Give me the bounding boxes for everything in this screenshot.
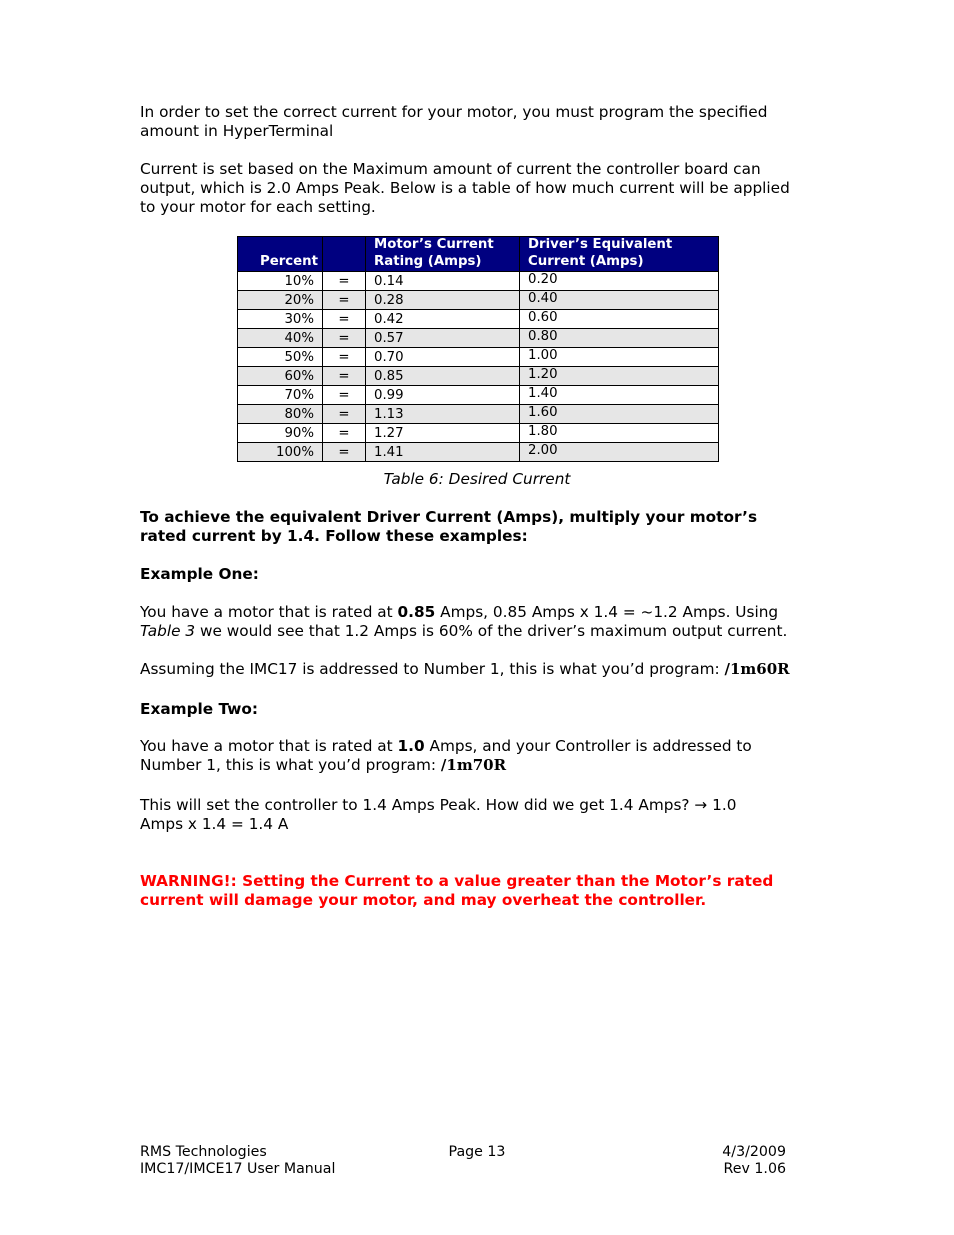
example-one-code: /1m60R [724, 660, 790, 678]
cell-driver-current: 2.00 [520, 443, 719, 462]
cell-eq: = [323, 291, 366, 310]
footer-manual: IMC17/IMCE17 User Manual [140, 1161, 336, 1177]
header-driver-current: Driver’s Equivalent Current (Amps) [520, 237, 719, 272]
cell-eq: = [323, 329, 366, 348]
cell-eq: = [323, 367, 366, 386]
cell-motor-current: 1.27 [366, 424, 520, 443]
cell-percent: 10% [238, 272, 323, 291]
cell-percent: 60% [238, 367, 323, 386]
cell-eq: = [323, 348, 366, 367]
footer-page-number: Page 13 [448, 1144, 506, 1160]
table-row [238, 329, 719, 348]
header-eq [323, 237, 366, 272]
footer-right [600, 1144, 786, 1178]
example-two-paragraph-1: You have a motor that is rated at 1.0 Amps, and your Controller is addressed to Number 1, this is what you’d program: /1m70R [140, 737, 752, 774]
cell-eq: = [323, 443, 366, 462]
current-table [237, 236, 719, 462]
cell-motor-current: 0.57 [366, 329, 520, 348]
cell-driver-current: 1.60 [520, 405, 719, 424]
table-row [238, 310, 719, 329]
header-percent: Percent [238, 237, 323, 272]
cell-driver-current: 0.60 [520, 310, 719, 329]
example-two-code: /1m70R [440, 756, 507, 774]
cell-motor-current: 0.99 [366, 386, 520, 405]
cell-motor-current: 0.28 [366, 291, 520, 310]
cell-percent: 80% [238, 405, 323, 424]
table-row [238, 272, 719, 291]
example-one-paragraph-2: Assuming the IMC17 is addressed to Number 1, this is what you’d program: /1m60R [140, 660, 790, 678]
cell-percent: 50% [238, 348, 323, 367]
cell-eq: = [323, 310, 366, 329]
table-row [238, 424, 719, 443]
arrow-right-icon: → [694, 796, 708, 814]
table-header-row [238, 237, 719, 272]
cell-eq: = [323, 386, 366, 405]
cell-eq: = [323, 424, 366, 443]
header-motor-current: Motor’s Current Rating (Amps) [366, 237, 520, 272]
intro-paragraph-1 [140, 103, 820, 141]
cell-driver-current: 0.20 [520, 272, 719, 291]
footer-company: RMS Technologies [140, 1144, 267, 1160]
cell-driver-current: 0.40 [520, 291, 719, 310]
footer-revision: Rev 1.06 [723, 1161, 786, 1177]
cell-driver-current: 1.80 [520, 424, 719, 443]
cell-percent: 90% [238, 424, 323, 443]
cell-motor-current: 0.70 [366, 348, 520, 367]
cell-motor-current: 0.14 [366, 272, 520, 291]
table-row [238, 348, 719, 367]
cell-motor-current: 1.13 [366, 405, 520, 424]
table-caption: Table 6: Desired Current [383, 470, 571, 488]
intro-text-2: Current is set based on the Maximum amount of current the controller board can output, which is 2.0 Amps Peak. Below is a table of how much current will be applied to your motor for each setting. [140, 160, 790, 216]
example-one-paragraph-1: You have a motor that is rated at 0.85 Amps, 0.85 Amps x 1.4 = ~1.2 Amps. Using Table 3 we would see that 1.2 Amps is 60% of the driver’s maximum output current. [140, 603, 788, 640]
cell-percent: 100% [238, 443, 323, 462]
cell-percent: 20% [238, 291, 323, 310]
example-two-paragraph-2: This will set the controller to 1.4 Amps Peak. How did we get 1.4 Amps? → 1.0 Amps x 1.4 = 1.4 A [140, 796, 737, 833]
footer-date: 4/3/2009 [722, 1144, 786, 1160]
cell-motor-current: 0.85 [366, 367, 520, 386]
cell-percent: 40% [238, 329, 323, 348]
cell-driver-current: 1.00 [520, 348, 719, 367]
cell-driver-current: 0.80 [520, 329, 719, 348]
footer-center [0, 1144, 954, 1161]
table-row [238, 367, 719, 386]
cell-eq: = [323, 272, 366, 291]
warning-text: WARNING!: Setting the Current to a value greater than the Motor’s rated current will damage your motor, and may overheat the controller. [140, 872, 774, 909]
table-row [238, 405, 719, 424]
cell-driver-current: 1.40 [520, 386, 719, 405]
intro-text-1: In order to set the correct current for your motor, you must program the specified amount in HyperTerminal [140, 103, 768, 140]
cell-percent: 70% [238, 386, 323, 405]
cell-eq: = [323, 405, 366, 424]
cell-percent: 30% [238, 310, 323, 329]
table-row [238, 443, 719, 462]
table-row [238, 291, 719, 310]
intro-paragraph-2 [140, 160, 800, 217]
example-two-heading: Example Two: [140, 700, 258, 718]
cell-motor-current: 1.41 [366, 443, 520, 462]
cell-driver-current: 1.20 [520, 367, 719, 386]
instructions: To achieve the equivalent Driver Current (Amps), multiply your motor’s rated current by 1.4. Follow these examples: [140, 508, 758, 545]
table-row [238, 386, 719, 405]
example-one-heading: Example One: [140, 565, 259, 583]
cell-motor-current: 0.42 [366, 310, 520, 329]
